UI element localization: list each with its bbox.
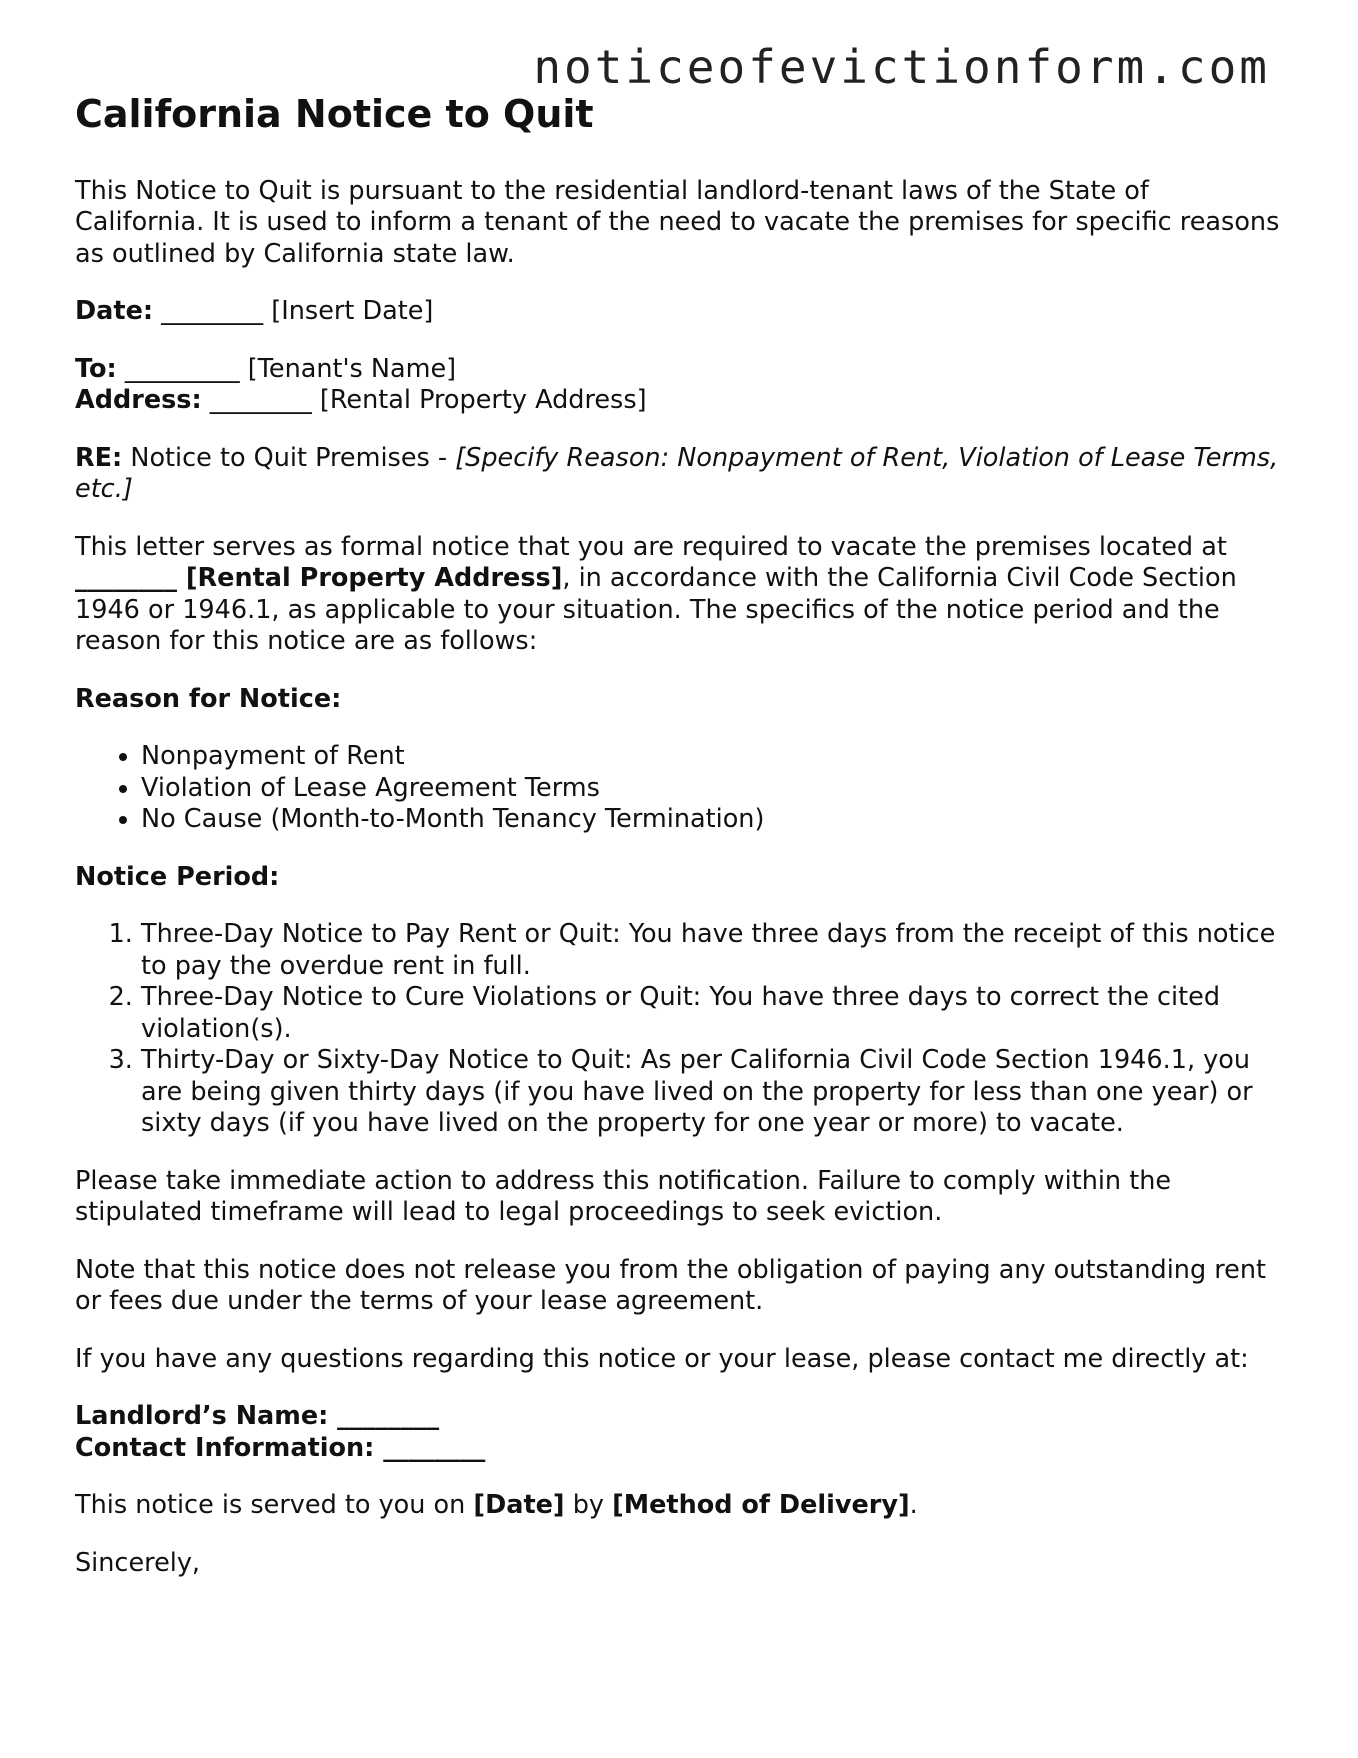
served-middle: by [564,1490,613,1521]
site-watermark: noticeofevictionform.com [533,40,1270,94]
body-address: ________ [Rental Property Address] [75,563,563,594]
served-method: [Method of Delivery] [612,1490,910,1521]
served-line [75,1490,1285,1522]
contact-info: Contact Information: ________ [75,1432,486,1463]
to-line [75,354,1285,386]
address-value: ________ [Rental Property Address] [201,385,647,416]
list-item: 3. Thirty-Day or Sixty-Day Notice to Quit: As per California Civil Code Section 1946.1, you are being given thirty days (if you have lived on the property for less than one year) or sixty days (if you have lived on the property for one year or more) to vacate. [141,1045,1285,1140]
landlord-name: Landlord’s Name: ________ [75,1401,440,1432]
date-line [75,296,1285,328]
address-line [75,385,1285,417]
reason-heading-text: Reason for Notice: [75,683,342,714]
list-item: 2. Three-Day Notice to Cure Violations or Quit: You have three days to correct the cited violation(s). [141,982,1285,1045]
intro-paragraph: This Notice to Quit is pursuant to the residential landlord-tenant laws of the State of California. It is used to inform a tenant of the need to vacate the premises for specific reasons as outlined by California state law. [75,175,1280,269]
served-date: [Date] [473,1490,565,1521]
action-paragraph: Please take immediate action to address this notification. Failure to comply within the stipulated timeframe will lead to legal proceedings to seek eviction. [75,1165,1172,1228]
address-label: Address: [75,385,202,416]
notice-period-heading-text: Notice Period: [75,861,280,892]
served-after: . [909,1490,918,1521]
re-line [75,443,1285,506]
questions-paragraph: If you have any questions regarding this notice or your lease, please contact me directly at: [75,1343,1249,1374]
document-page [75,92,1285,1605]
re-label: RE: [75,442,123,473]
body-after: , in accordance with the California Civil Code Section 1946 or 1946.1, as applicable to your situation. The specifics of the notice period and the reason for this notice are as follows: [75,563,1237,657]
to-value: _________ [Tenant's Name] [116,353,457,384]
closing: Sincerely, [75,1547,201,1578]
date-label: Date: [75,296,154,327]
document-title: California Notice to Quit [75,92,594,136]
contact-info-line [75,1433,1285,1465]
to-label: To: [75,353,117,384]
landlord-name-line [75,1401,1285,1433]
note-paragraph: Note that this notice does not release you from the obligation of paying any outstanding rent or fees due under the terms of your lease agreement. [75,1254,1267,1317]
served-before: This notice is served to you on [75,1490,474,1521]
notice-period-heading [75,862,1285,894]
reason-list [75,741,1285,836]
body-before: This letter serves as formal notice that you are required to vacate the premises located at [75,531,1227,562]
list-item: • Violation of Lease Agreement Terms [141,773,1285,805]
re-reason: [Specify Reason: Nonpayment of Rent, Violation of Lease Terms, etc.] [75,442,1279,505]
re-text: Notice to Quit Premises - [122,442,456,473]
reason-heading [75,684,1285,716]
list-item: • No Cause (Month-to-Month Tenancy Termination) [141,804,1285,836]
list-item: • Nonpayment of Rent [141,741,1285,773]
notice-body-paragraph [75,532,1285,658]
notice-period-list [75,919,1285,1140]
date-value: ________ [Insert Date] [153,296,434,327]
list-item: 1. Three-Day Notice to Pay Rent or Quit: You have three days from the receipt of this notice to pay the overdue rent in full. [141,919,1285,982]
